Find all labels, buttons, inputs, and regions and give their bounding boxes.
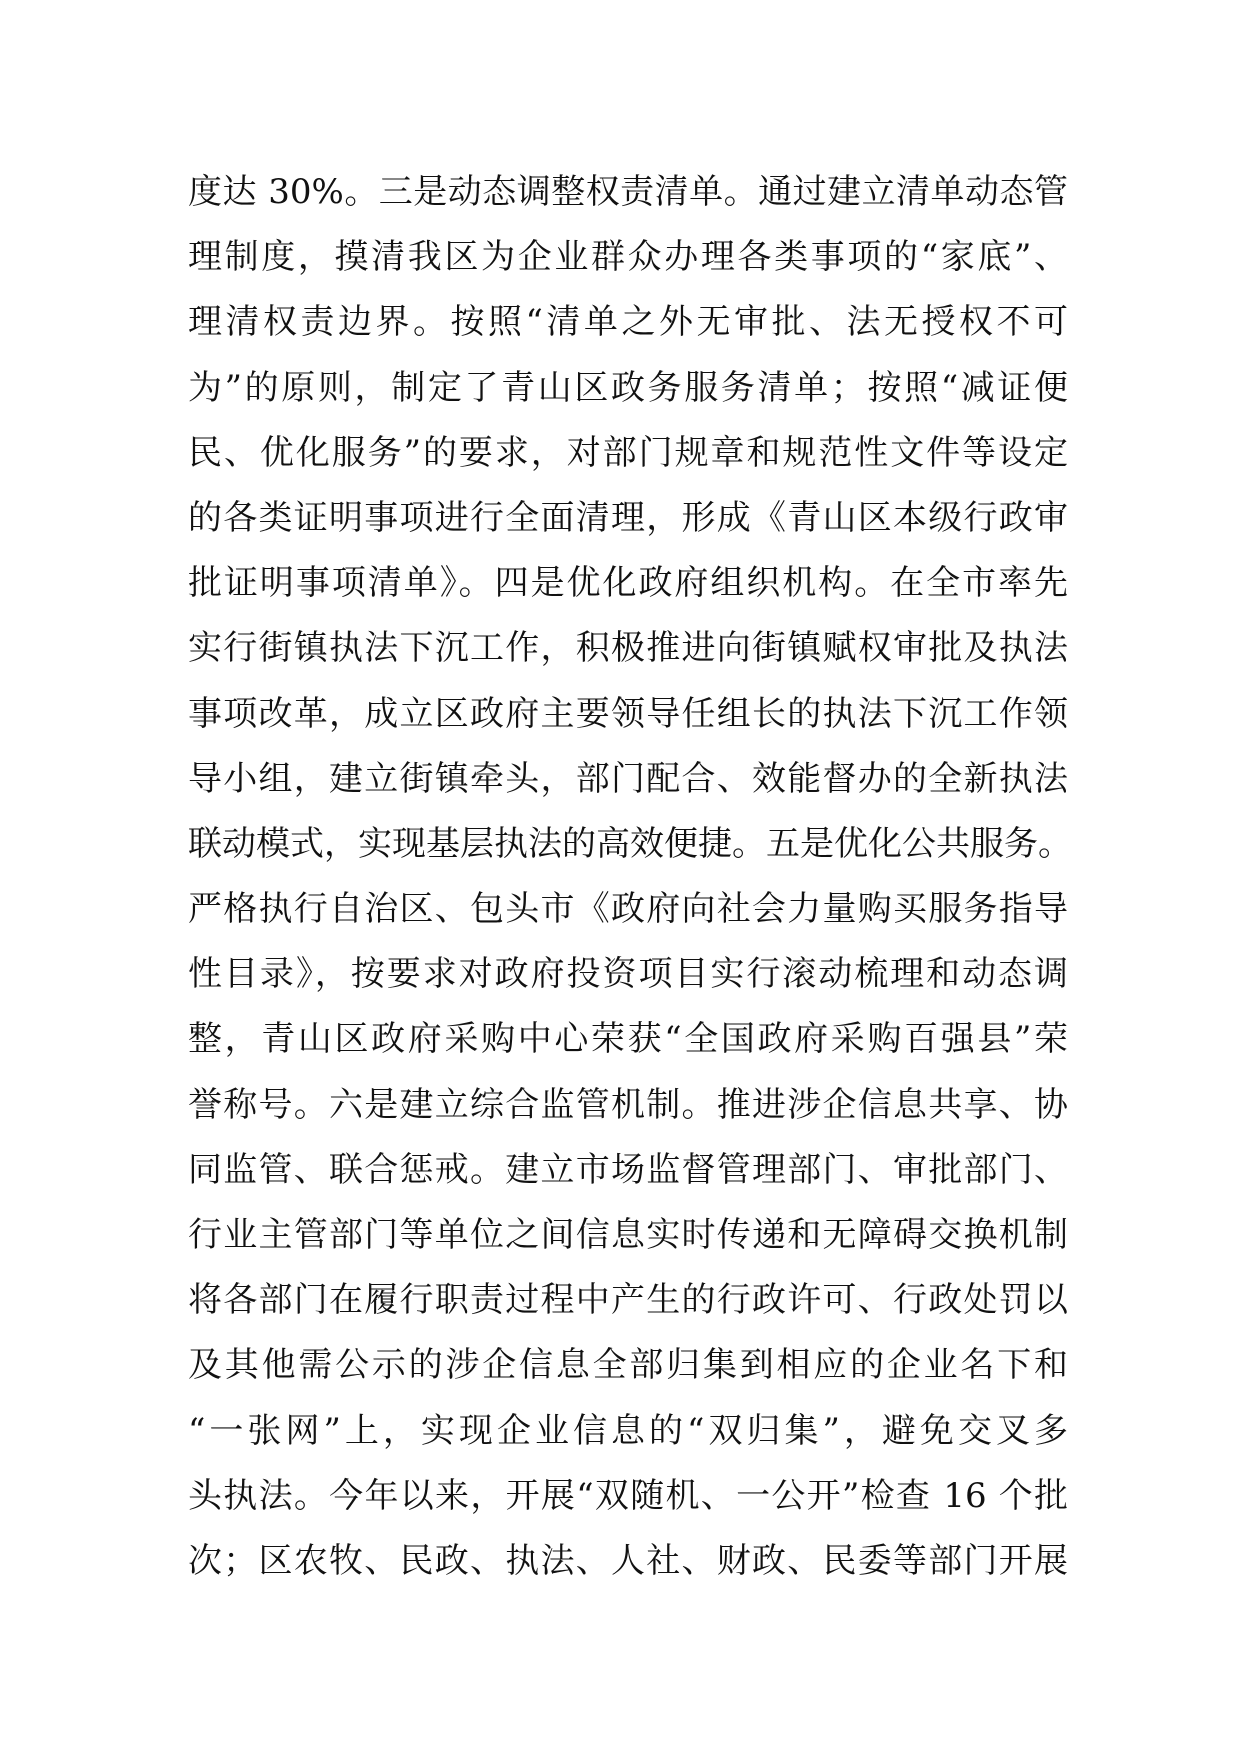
text-line: 导小组，建立街镇牵头，部门配合、效能督办的全新执法 bbox=[188, 758, 1068, 799]
text-line: 度达 30%。三是动态调整权责清单。通过建立清单动态管 bbox=[188, 172, 1068, 212]
text-line: 理制度，摸清我区为企业群众办理各类事项的“家底”、 bbox=[188, 237, 1068, 278]
text-line: 民、优化服务”的要求，对部门规章和规范性文件等设定 bbox=[188, 432, 1068, 473]
text-line: 联动模式，实现基层执法的高效便捷。五是优化公共服务。 bbox=[188, 823, 1072, 864]
text-line: 及其他需公示的涉企信息全部归集到相应的企业名下和 bbox=[188, 1345, 1068, 1386]
text-line: 誉称号。六是建立综合监管机制。推进涉企信息共享、协 bbox=[188, 1084, 1068, 1125]
text-line: 整，青山区政府采购中心荣获“全国政府采购百强县”荣 bbox=[188, 1019, 1068, 1060]
text-line: 为”的原则，制定了青山区政务服务清单；按照“减证便 bbox=[188, 367, 1068, 408]
text-line: 严格执行自治区、包头市《政府向社会力量购买服务指导 bbox=[188, 889, 1068, 930]
body-text bbox=[188, 160, 1072, 1594]
text-line: 头执法。今年以来，开展“双随机、一公开”检查 16 个批 bbox=[188, 1475, 1068, 1516]
text-line: 将各部门在履行职责过程中产生的行政许可、行政处罚以 bbox=[188, 1280, 1068, 1321]
text-line: “一张网”上，实现企业信息的“双归集”，避免交叉多 bbox=[188, 1410, 1068, 1451]
text-line: 同监管、联合惩戒。建立市场监督管理部门、审批部门、 bbox=[188, 1149, 1068, 1190]
text-line: 行业主管部门等单位之间信息实时传递和无障碍交换机制 bbox=[188, 1215, 1068, 1255]
text-line: 的各类证明事项进行全面清理，形成《青山区本级行政审 bbox=[188, 497, 1068, 538]
text-line: 次；区农牧、民政、执法、人社、财政、民委等部门开展 bbox=[188, 1540, 1068, 1581]
text-line: 事项改革，成立区政府主要领导任组长的执法下沉工作领 bbox=[188, 693, 1068, 734]
text-line: 批证明事项清单》。四是优化政府组织机构。在全市率先 bbox=[188, 563, 1068, 604]
text-line: 性目录》，按要求对政府投资项目实行滚动梳理和动态调 bbox=[188, 954, 1068, 995]
text-line: 实行街镇执法下沉工作，积极推进向街镇赋权审批及执法 bbox=[188, 628, 1068, 669]
text-line: 理清权责边界。按照“清单之外无审批、法无授权不可 bbox=[188, 302, 1068, 343]
